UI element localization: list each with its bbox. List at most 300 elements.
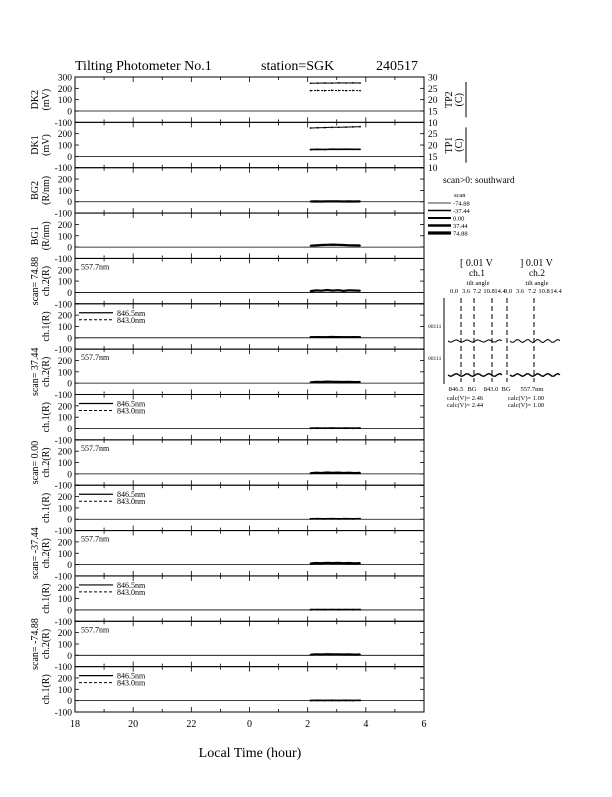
calc-value-ch1: calc(V)= 2.46 — [447, 395, 484, 402]
ch2-label: ch.2 — [529, 269, 545, 279]
data-series — [311, 563, 360, 564]
data-point — [359, 654, 361, 656]
panel-12 — [30, 618, 424, 673]
y-axis-label: (R/nm) — [41, 176, 52, 205]
panel-6 — [30, 348, 424, 401]
data-point — [332, 200, 334, 202]
panel-2 — [30, 168, 424, 220]
y-tick-label: -100 — [55, 119, 73, 129]
data-point — [337, 653, 339, 655]
side-legend-layer — [428, 176, 562, 409]
data-point — [321, 472, 323, 474]
legend-label: 846.5nm — [117, 490, 146, 499]
data-point — [310, 518, 312, 520]
data-point — [315, 290, 317, 292]
data-point — [310, 336, 312, 338]
data-point — [331, 89, 333, 91]
data-point — [310, 90, 312, 92]
data-point — [332, 562, 334, 564]
y-tick-label: 200 — [58, 176, 73, 186]
data-point — [310, 201, 312, 203]
scan-legend-label: 74.88 — [453, 231, 468, 238]
data-point — [324, 428, 326, 430]
y-tick-label: 200 — [58, 357, 73, 367]
x-tick-label: 18 — [70, 719, 80, 730]
data-point — [359, 472, 361, 474]
panel-8 — [30, 440, 424, 492]
data-point — [348, 200, 350, 202]
data-point — [348, 381, 350, 383]
data-point — [354, 562, 356, 564]
y-tick-label: 200 — [58, 584, 73, 594]
data-point — [315, 562, 317, 564]
data-point — [359, 200, 361, 202]
y-tick-label: 200 — [58, 85, 73, 95]
y-tick-label: 200 — [58, 629, 73, 639]
y-tick-label: 0 — [67, 334, 72, 344]
y-tick-label: -100 — [55, 663, 73, 673]
data-point — [345, 126, 347, 128]
right-tick-label: 10 — [428, 119, 438, 129]
data-point — [345, 700, 347, 702]
y-tick-label: 100 — [58, 686, 73, 696]
chart-title: Tilting Photometer No.1 — [75, 59, 212, 74]
panel-11 — [41, 576, 424, 628]
y-tick-label: 100 — [58, 96, 73, 106]
y-tick-label: 200 — [58, 493, 73, 503]
data-point — [326, 289, 328, 291]
panel-5 — [41, 304, 424, 356]
y-tick-label: 100 — [58, 640, 73, 650]
y-tick-label: 0 — [67, 561, 72, 571]
data-point — [352, 609, 354, 611]
tilt-label: tilt angle — [526, 280, 549, 287]
y-tick-label: -100 — [55, 618, 73, 628]
y-axis-label: (R/nm) — [41, 221, 52, 250]
y-tick-label: 0 — [67, 198, 72, 208]
x-axis-label: Local Time (hour) — [199, 746, 302, 761]
y-tick-label: 0 — [67, 425, 72, 435]
data-point — [310, 472, 312, 474]
y-tick-label: -100 — [55, 164, 73, 174]
y-tick-label: 200 — [58, 266, 73, 276]
data-point — [332, 653, 334, 655]
y-tick-label: 100 — [58, 278, 73, 288]
data-point — [310, 700, 312, 702]
data-series — [311, 382, 360, 383]
y-tick-label: 0 — [67, 516, 72, 526]
legend-label: 843.0nm — [117, 497, 146, 506]
x-tick-label: 0 — [247, 719, 252, 730]
y-tick-label: -100 — [55, 709, 73, 719]
tilt-tick-label: 10.8 — [483, 288, 494, 295]
tilt-label: tilt angle — [467, 280, 490, 287]
data-point — [310, 654, 312, 656]
data-point — [324, 700, 326, 702]
y-axis-label: scan= -37.44 — [30, 527, 41, 579]
calibration-wavelength: 846.5 — [449, 386, 464, 393]
legend-label: 846.5nm — [117, 581, 146, 590]
scan-legend-label: 37.44 — [453, 223, 468, 230]
data-point — [348, 653, 350, 655]
data-point — [354, 381, 356, 383]
y-axis-label: ch.1(R) — [41, 311, 52, 341]
y-tick-label: 200 — [58, 130, 73, 140]
data-point — [348, 289, 350, 291]
data-point — [332, 381, 334, 383]
panel-frame — [75, 349, 424, 394]
data-point — [338, 700, 340, 702]
data-point — [338, 336, 340, 338]
data-point — [337, 381, 339, 383]
y-tick-label: 100 — [58, 414, 73, 424]
right-tick-label: 20 — [428, 142, 438, 152]
data-point — [338, 609, 340, 611]
data-point — [331, 427, 333, 429]
data-point — [317, 336, 319, 338]
y-axis-label: ch.1(R) — [41, 402, 52, 432]
data-point — [321, 562, 323, 564]
data-point — [310, 563, 312, 565]
panel-wavelength-label: 557.7nm — [81, 262, 110, 271]
calibration-row-label: 00111 — [428, 324, 442, 330]
data-point — [310, 609, 312, 611]
tilt-tick-label: 7.2 — [528, 288, 536, 295]
data-point — [310, 127, 312, 129]
y-tick-label: 200 — [58, 312, 73, 322]
data-point — [332, 244, 334, 246]
data-point — [338, 518, 340, 520]
y-tick-label: 100 — [58, 142, 73, 152]
y-tick-label: -100 — [55, 300, 73, 310]
data-point — [359, 562, 361, 564]
data-point — [324, 127, 326, 129]
panel-1 — [30, 122, 466, 174]
data-point — [352, 336, 354, 338]
legend-label: 843.0nm — [117, 588, 146, 597]
panel-frame — [75, 122, 424, 167]
scan-legend-title: scan>0: southward — [443, 176, 515, 186]
data-point — [326, 381, 328, 383]
data-point — [345, 518, 347, 520]
right-tick-label: 25 — [428, 130, 438, 140]
data-series — [311, 654, 360, 655]
data-series — [311, 290, 360, 291]
scan-legend-label: 0.00 — [453, 216, 464, 223]
y-tick-label: 300 — [58, 74, 73, 84]
data-point — [345, 148, 347, 150]
data-point — [343, 472, 345, 474]
y-tick-label: 200 — [58, 402, 73, 412]
station-label: station=SGK — [261, 59, 334, 74]
y-axis-label: (mV) — [41, 89, 52, 111]
ch1-scale: [ 0.01 V — [460, 258, 494, 269]
data-point — [359, 700, 361, 702]
data-point — [331, 609, 333, 611]
data-point — [343, 381, 345, 383]
data-point — [354, 201, 356, 203]
data-point — [337, 289, 339, 291]
data-point — [352, 700, 354, 702]
data-point — [331, 82, 333, 84]
data-point — [326, 244, 328, 246]
y-tick-label: -100 — [55, 255, 73, 265]
data-point — [315, 200, 317, 202]
data-point — [352, 428, 354, 430]
data-point — [337, 244, 339, 246]
y-tick-label: -100 — [55, 572, 73, 582]
data-point — [359, 336, 361, 338]
data-series — [311, 245, 360, 246]
data-point — [352, 126, 354, 128]
y-tick-label: -100 — [55, 210, 73, 220]
data-point — [359, 290, 361, 292]
tilt-tick-label: 3.6 — [462, 288, 471, 295]
data-point — [315, 381, 317, 383]
data-point — [338, 90, 340, 92]
x-tick-label: 4 — [363, 719, 368, 730]
y-tick-label: 200 — [58, 538, 73, 548]
data-point — [317, 427, 319, 429]
y-axis-label: scan= 74.88 — [30, 257, 41, 305]
calibration-trace-ch2 — [510, 374, 560, 377]
y-tick-label: 0 — [67, 697, 72, 707]
y-tick-label: -100 — [55, 346, 73, 356]
data-point — [345, 427, 347, 429]
right-axis-label: TP2 — [444, 91, 455, 108]
data-point — [317, 700, 319, 702]
tilt-tick-label: 3.6 — [516, 288, 525, 295]
data-point — [321, 381, 323, 383]
right-tick-label: 20 — [428, 96, 438, 106]
data-point — [324, 518, 326, 520]
data-point — [345, 82, 347, 84]
panels-layer — [30, 74, 466, 731]
data-point — [337, 472, 339, 474]
data-point — [343, 562, 345, 564]
data-point — [354, 654, 356, 656]
tilt-tick-label: 7.2 — [473, 288, 481, 295]
data-point — [354, 290, 356, 292]
data-point — [337, 562, 339, 564]
ch1-label: ch.1 — [469, 269, 485, 279]
y-axis-label: DK2 — [30, 90, 41, 109]
y-axis-label: DK1 — [30, 135, 41, 154]
data-point — [332, 290, 334, 292]
data-series — [311, 473, 360, 474]
data-point — [324, 336, 326, 338]
data-point — [359, 427, 361, 429]
y-tick-label: 100 — [58, 232, 73, 242]
panel-wavelength-label: 557.7nm — [81, 353, 110, 362]
data-point — [338, 428, 340, 430]
data-point — [310, 290, 312, 292]
data-point — [321, 654, 323, 656]
right-axis-label: (C) — [454, 138, 465, 151]
y-axis-label: scan= -74.88 — [30, 618, 41, 670]
right-tick-label: 10 — [428, 164, 438, 174]
tilt-tick-label: 0.0 — [504, 288, 512, 295]
tilt-tick-label: 14.4 — [494, 288, 506, 295]
panel-wavelength-label: 557.7nm — [81, 444, 110, 453]
y-axis-label: (mV) — [41, 134, 52, 156]
data-point — [321, 201, 323, 203]
data-point — [324, 90, 326, 92]
data-point — [359, 82, 361, 84]
legend-label: 846.5nm — [117, 400, 146, 409]
calc-value-ch2: calc(V)= 1.00 — [508, 402, 544, 409]
y-tick-label: 100 — [58, 504, 73, 514]
y-tick-label: 100 — [58, 595, 73, 605]
legend-label: 843.0nm — [117, 407, 146, 416]
y-axis-label: ch.1(R) — [41, 674, 52, 704]
y-tick-label: -100 — [55, 436, 73, 446]
data-point — [354, 244, 356, 246]
y-tick-label: 100 — [58, 323, 73, 333]
y-tick-label: 0 — [67, 652, 72, 662]
data-point — [310, 381, 312, 383]
data-point — [354, 472, 356, 474]
calibration-wavelength: 557.7nm — [521, 386, 544, 393]
y-tick-label: 200 — [58, 221, 73, 231]
data-point — [317, 90, 319, 92]
data-point — [359, 609, 361, 611]
y-tick-label: 100 — [58, 368, 73, 378]
panel-frame — [75, 168, 424, 213]
legend-label: 843.0nm — [117, 679, 146, 688]
calibration-wavelength: 843.0 — [484, 386, 499, 393]
data-point — [352, 90, 354, 92]
y-tick-label: 0 — [67, 380, 72, 390]
y-tick-label: 0 — [67, 606, 72, 616]
scan-legend-label: -37.44 — [453, 208, 471, 215]
tilt-tick-label: 0.0 — [450, 288, 458, 295]
panel-wavelength-label: 557.7nm — [81, 535, 110, 544]
x-tick-label: 22 — [186, 719, 196, 730]
y-tick-label: 200 — [58, 448, 73, 458]
calc-value-ch1: calc(V)= 2.44 — [447, 402, 484, 409]
data-point — [332, 472, 334, 474]
data-point — [331, 148, 333, 150]
y-axis-label: ch.1(R) — [41, 493, 52, 523]
data-point — [331, 126, 333, 128]
data-point — [352, 518, 354, 520]
data-point — [338, 126, 340, 128]
data-point — [317, 518, 319, 520]
x-tick-label: 20 — [128, 719, 138, 730]
y-axis-label: scan= 37.44 — [30, 348, 41, 396]
scan-legend-head: scan — [454, 192, 466, 199]
calibration-row-label: 00111 — [428, 356, 442, 362]
tilt-tick-label: 14.4 — [550, 288, 562, 295]
right-axis-label: TP1 — [444, 137, 455, 154]
right-axis-label: (C) — [454, 93, 465, 106]
panel-9 — [41, 485, 424, 537]
y-tick-label: 100 — [58, 459, 73, 469]
tilt-tick-label: 10.8 — [538, 288, 549, 295]
y-axis-label: ch.2(R) — [41, 447, 52, 477]
data-point — [337, 200, 339, 202]
data-point — [310, 149, 312, 151]
data-point — [321, 244, 323, 246]
y-axis-label: ch.2(R) — [41, 266, 52, 296]
right-tick-label: 25 — [428, 85, 438, 95]
data-point — [331, 700, 333, 702]
data-point — [324, 609, 326, 611]
data-point — [359, 245, 361, 247]
panel-frame — [75, 531, 424, 576]
legend-label: 846.5nm — [117, 309, 146, 318]
legend-label: 846.5nm — [117, 672, 146, 681]
data-point — [343, 654, 345, 656]
data-point — [359, 148, 361, 150]
panel-frame — [75, 77, 424, 122]
data-point — [315, 653, 317, 655]
y-axis-label: BG2 — [30, 181, 41, 200]
panel-3 — [30, 213, 424, 265]
data-point — [338, 82, 340, 84]
data-point — [315, 472, 317, 474]
panel-frame — [75, 440, 424, 485]
data-point — [345, 609, 347, 611]
data-point — [326, 200, 328, 202]
y-axis-label: ch.2(R) — [41, 629, 52, 659]
data-point — [348, 562, 350, 564]
data-point — [326, 653, 328, 655]
data-point — [343, 244, 345, 246]
panel-10 — [30, 527, 424, 582]
data-point — [331, 518, 333, 520]
right-tick-label: 15 — [428, 108, 438, 118]
panel-frame — [75, 621, 424, 666]
data-point — [317, 82, 319, 84]
data-point — [324, 149, 326, 151]
data-point — [324, 82, 326, 84]
right-tick-label: 30 — [428, 74, 438, 84]
y-tick-label: 0 — [67, 108, 72, 118]
y-tick-label: -100 — [55, 482, 73, 492]
legend-label: 843.0nm — [117, 316, 146, 325]
panel-4 — [30, 257, 424, 310]
data-point — [352, 82, 354, 84]
panel-wavelength-label: 557.7nm — [81, 625, 110, 634]
right-tick-label: 15 — [428, 153, 438, 163]
y-axis-label: BG1 — [30, 226, 41, 245]
calibration-wavelength: BG — [467, 386, 476, 393]
data-point — [338, 148, 340, 150]
y-tick-label: 0 — [67, 470, 72, 480]
scan-legend-label: -74.88 — [453, 201, 470, 208]
data-point — [359, 518, 361, 520]
data-point — [317, 127, 319, 129]
data-point — [345, 336, 347, 338]
data-point — [348, 472, 350, 474]
panel-frame — [75, 213, 424, 258]
data-point — [326, 562, 328, 564]
x-tick-label: 2 — [305, 719, 310, 730]
calibration-wavelength: BG — [501, 386, 510, 393]
data-point — [326, 472, 328, 474]
y-tick-label: 100 — [58, 550, 73, 560]
data-point — [348, 244, 350, 246]
y-axis-label: ch.1(R) — [41, 583, 52, 613]
data-point — [310, 245, 312, 247]
calc-value-ch2: calc(V)= 1.00 — [508, 395, 544, 402]
data-point — [352, 148, 354, 150]
y-tick-label: -100 — [55, 527, 73, 537]
y-axis-label: ch.2(R) — [41, 357, 52, 387]
calibration-trace-ch1 — [448, 340, 502, 342]
